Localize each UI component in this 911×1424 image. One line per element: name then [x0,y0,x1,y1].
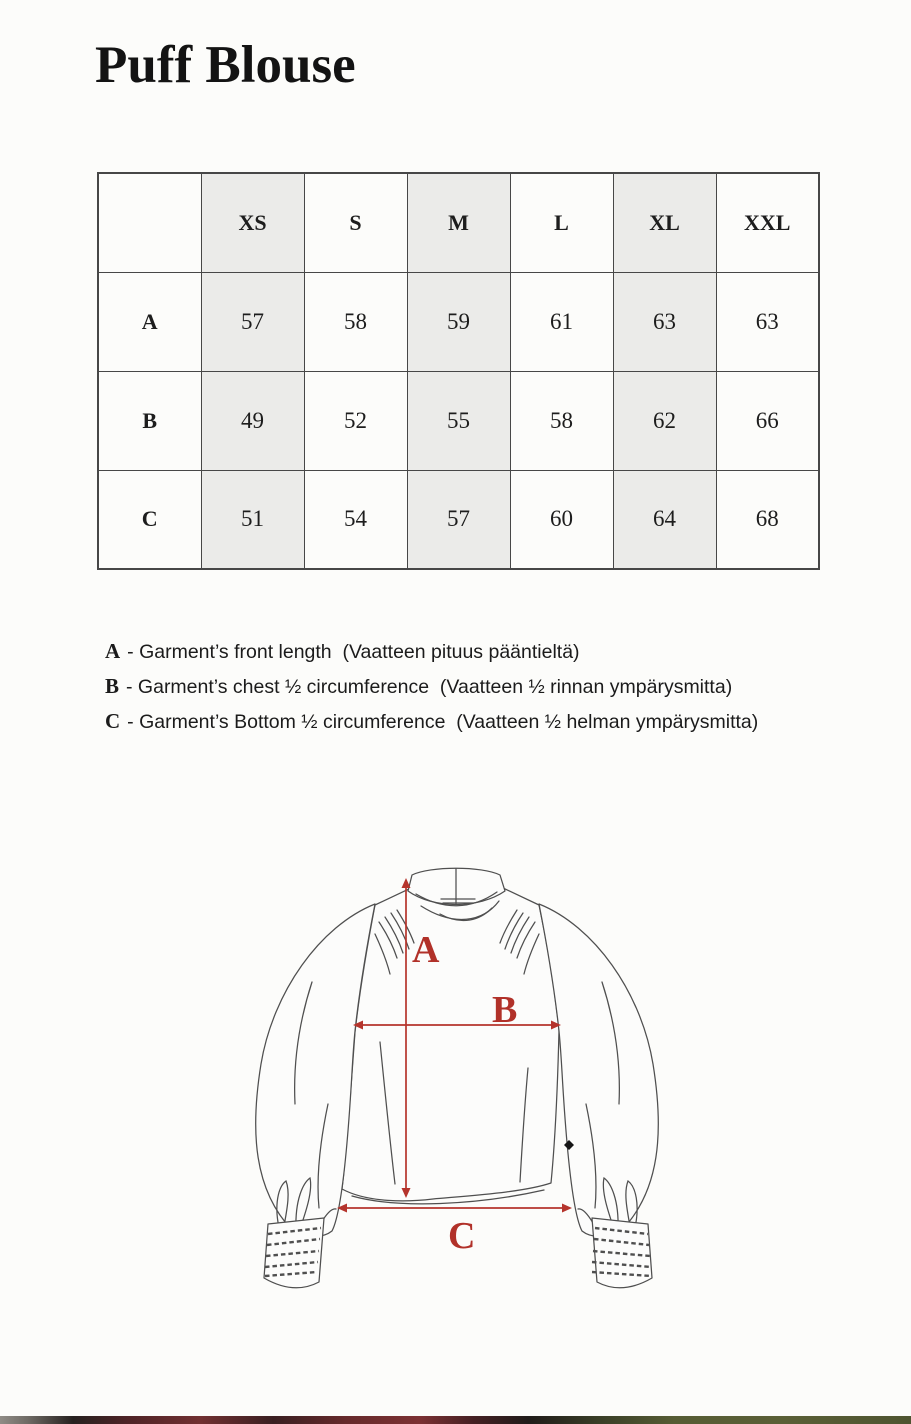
measurement-cell: 55 [407,371,510,470]
measurement-cell: 60 [510,470,613,569]
table-row-a [98,272,819,371]
size-column-header: XS [201,173,304,272]
size-column-header: XL [613,173,716,272]
legend-description: - Garment’s chest ½ circumference (Vaatteen ½ rinnan ympärysmitta) [126,676,733,698]
measurement-cell: 66 [716,371,819,470]
measurement-cell: 51 [201,470,304,569]
legend-letter: B [105,674,120,698]
measurement-arrow-c [337,1204,572,1213]
size-column-header: L [510,173,613,272]
table-row-b [98,371,819,470]
legend-item-c [105,709,758,734]
size-column-header: XXL [716,173,819,272]
measurement-cell: 62 [613,371,716,470]
legend-item-a [105,639,758,664]
size-column-header: M [407,173,510,272]
measurement-cell: 63 [613,272,716,371]
measurement-cell: 49 [201,371,304,470]
measurement-legend [105,639,758,744]
legend-description: - Garment’s Bottom ½ circumference (Vaatteen ½ helman ympärysmitta) [127,711,759,733]
diagram-label-b: B [492,989,518,1031]
legend-item-b [105,674,758,699]
table-row-c [98,470,819,569]
blouse-measurement-diagram [228,842,688,1297]
bottom-photo-strip [0,1416,911,1424]
measurement-cell: 58 [304,272,407,371]
measurement-cell: 57 [201,272,304,371]
measurement-cell: 58 [510,371,613,470]
row-label: C [98,470,201,569]
row-label: A [98,272,201,371]
measurement-cell: 57 [407,470,510,569]
legend-description: - Garment’s front length (Vaatteen pituus pääntieltä) [127,641,580,663]
size-table [97,172,820,570]
size-column-header: S [304,173,407,272]
legend-letter: A [105,639,121,663]
measurement-cell: 64 [613,470,716,569]
row-label: B [98,371,201,470]
measurement-cell: 63 [716,272,819,371]
measurement-cell: 68 [716,470,819,569]
size-table-header-row [98,173,819,272]
legend-letter: C [105,709,121,733]
measurement-cell: 61 [510,272,613,371]
size-table-corner-cell [98,173,201,272]
measurement-cell: 59 [407,272,510,371]
diagram-label-c: C [448,1215,476,1257]
measurement-cell: 52 [304,371,407,470]
page-title: Puff Blouse [95,36,356,94]
diagram-label-a: A [412,929,440,971]
measurement-cell: 54 [304,470,407,569]
